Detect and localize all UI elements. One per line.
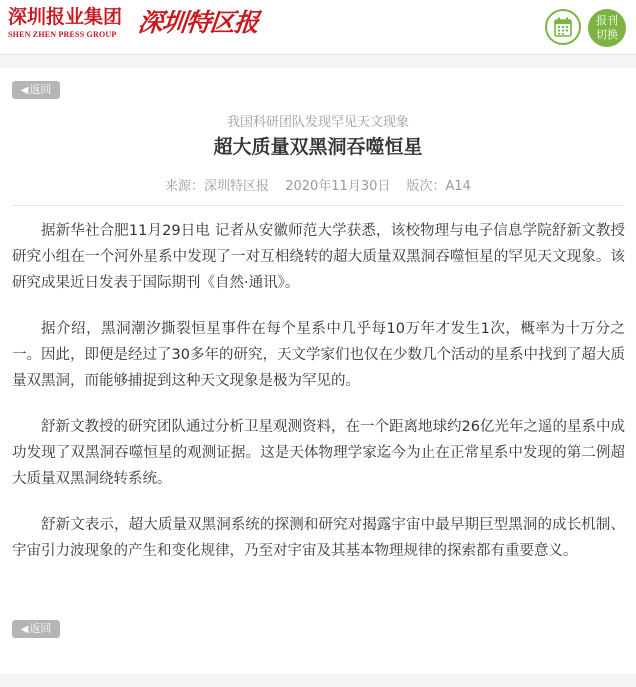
back-button-bottom[interactable] (12, 620, 60, 638)
header (0, 0, 636, 55)
article-card (0, 68, 636, 674)
divider (12, 205, 624, 206)
article-date: 2020年11月30日 (285, 179, 391, 194)
back-label: 返回 (29, 83, 52, 96)
calendar-button[interactable] (545, 9, 581, 45)
article-meta (0, 178, 636, 196)
article-paragraph: 据介绍，黑洞潮汐撕裂恒星事件在每个星系中几乎每10万年才发生1次，概率为十万分之一。因此，即便是经过了30多年的研究，天文学家们也仅在少数几个活动的星系中找到了超大质量双黑洞，而能够捕捉到这种天文现象是极为罕见的。 (12, 321, 625, 389)
article-paragraph: 舒新文教授的研究团队通过分析卫星观测资料，在一个距离地球约26亿光年之遥的星系中成功发现了双黑洞吞噬恒星的观测证据。这是天体物理学家迄今为止在正常星系中发现的第二例超大质量双黑洞绕转系统。 (12, 419, 625, 487)
article-subtitle: 我国科研团队发现罕见天文现象 (226, 115, 409, 130)
switch-label-line1: 报刊 (596, 14, 618, 27)
calendar-icon (554, 17, 572, 37)
article-body (12, 218, 625, 584)
article-paragraph: 舒新文表示，超大质量双黑洞系统的探测和研究对揭露宇宙中最早期巨型黑洞的成长机制、宇宙引力波现象的产生和变化规律，乃至对宇宙及其基本物理规律的探索都有重要意义。 (12, 517, 625, 559)
newspaper-switch-button[interactable] (588, 9, 626, 47)
back-label: 返回 (29, 622, 52, 635)
newspaper-logo[interactable]: 深圳特区报 (136, 8, 260, 37)
press-group-logo[interactable] (8, 6, 132, 46)
article-paragraph: 据新华社合肥11月29日电 记者从安徽师范大学获悉，该校物理与电子信息学院舒新文教授研究小组在一个河外星系中发现了一对互相绕转的超大质量双黑洞吞噬恒星的罕见天文现象。该研究成果近日发表于国际期刊《自然·通讯》。 (12, 223, 625, 291)
logo-chinese: 深圳报业集团 (8, 6, 123, 28)
back-button-top[interactable] (12, 81, 60, 99)
article-edition: 版次：A14 (406, 179, 471, 194)
article-title: 超大质量双黑洞吞噬恒星 (213, 136, 423, 158)
switch-label-line2: 切换 (596, 28, 618, 41)
arrow-left-icon: ◀ (20, 624, 29, 635)
footer-strip (0, 676, 636, 687)
article-source: 来源：深圳特区报 (165, 179, 270, 194)
logo-english: SHEN ZHEN PRESS GROUP (8, 30, 117, 39)
arrow-left-icon: ◀ (20, 85, 29, 96)
